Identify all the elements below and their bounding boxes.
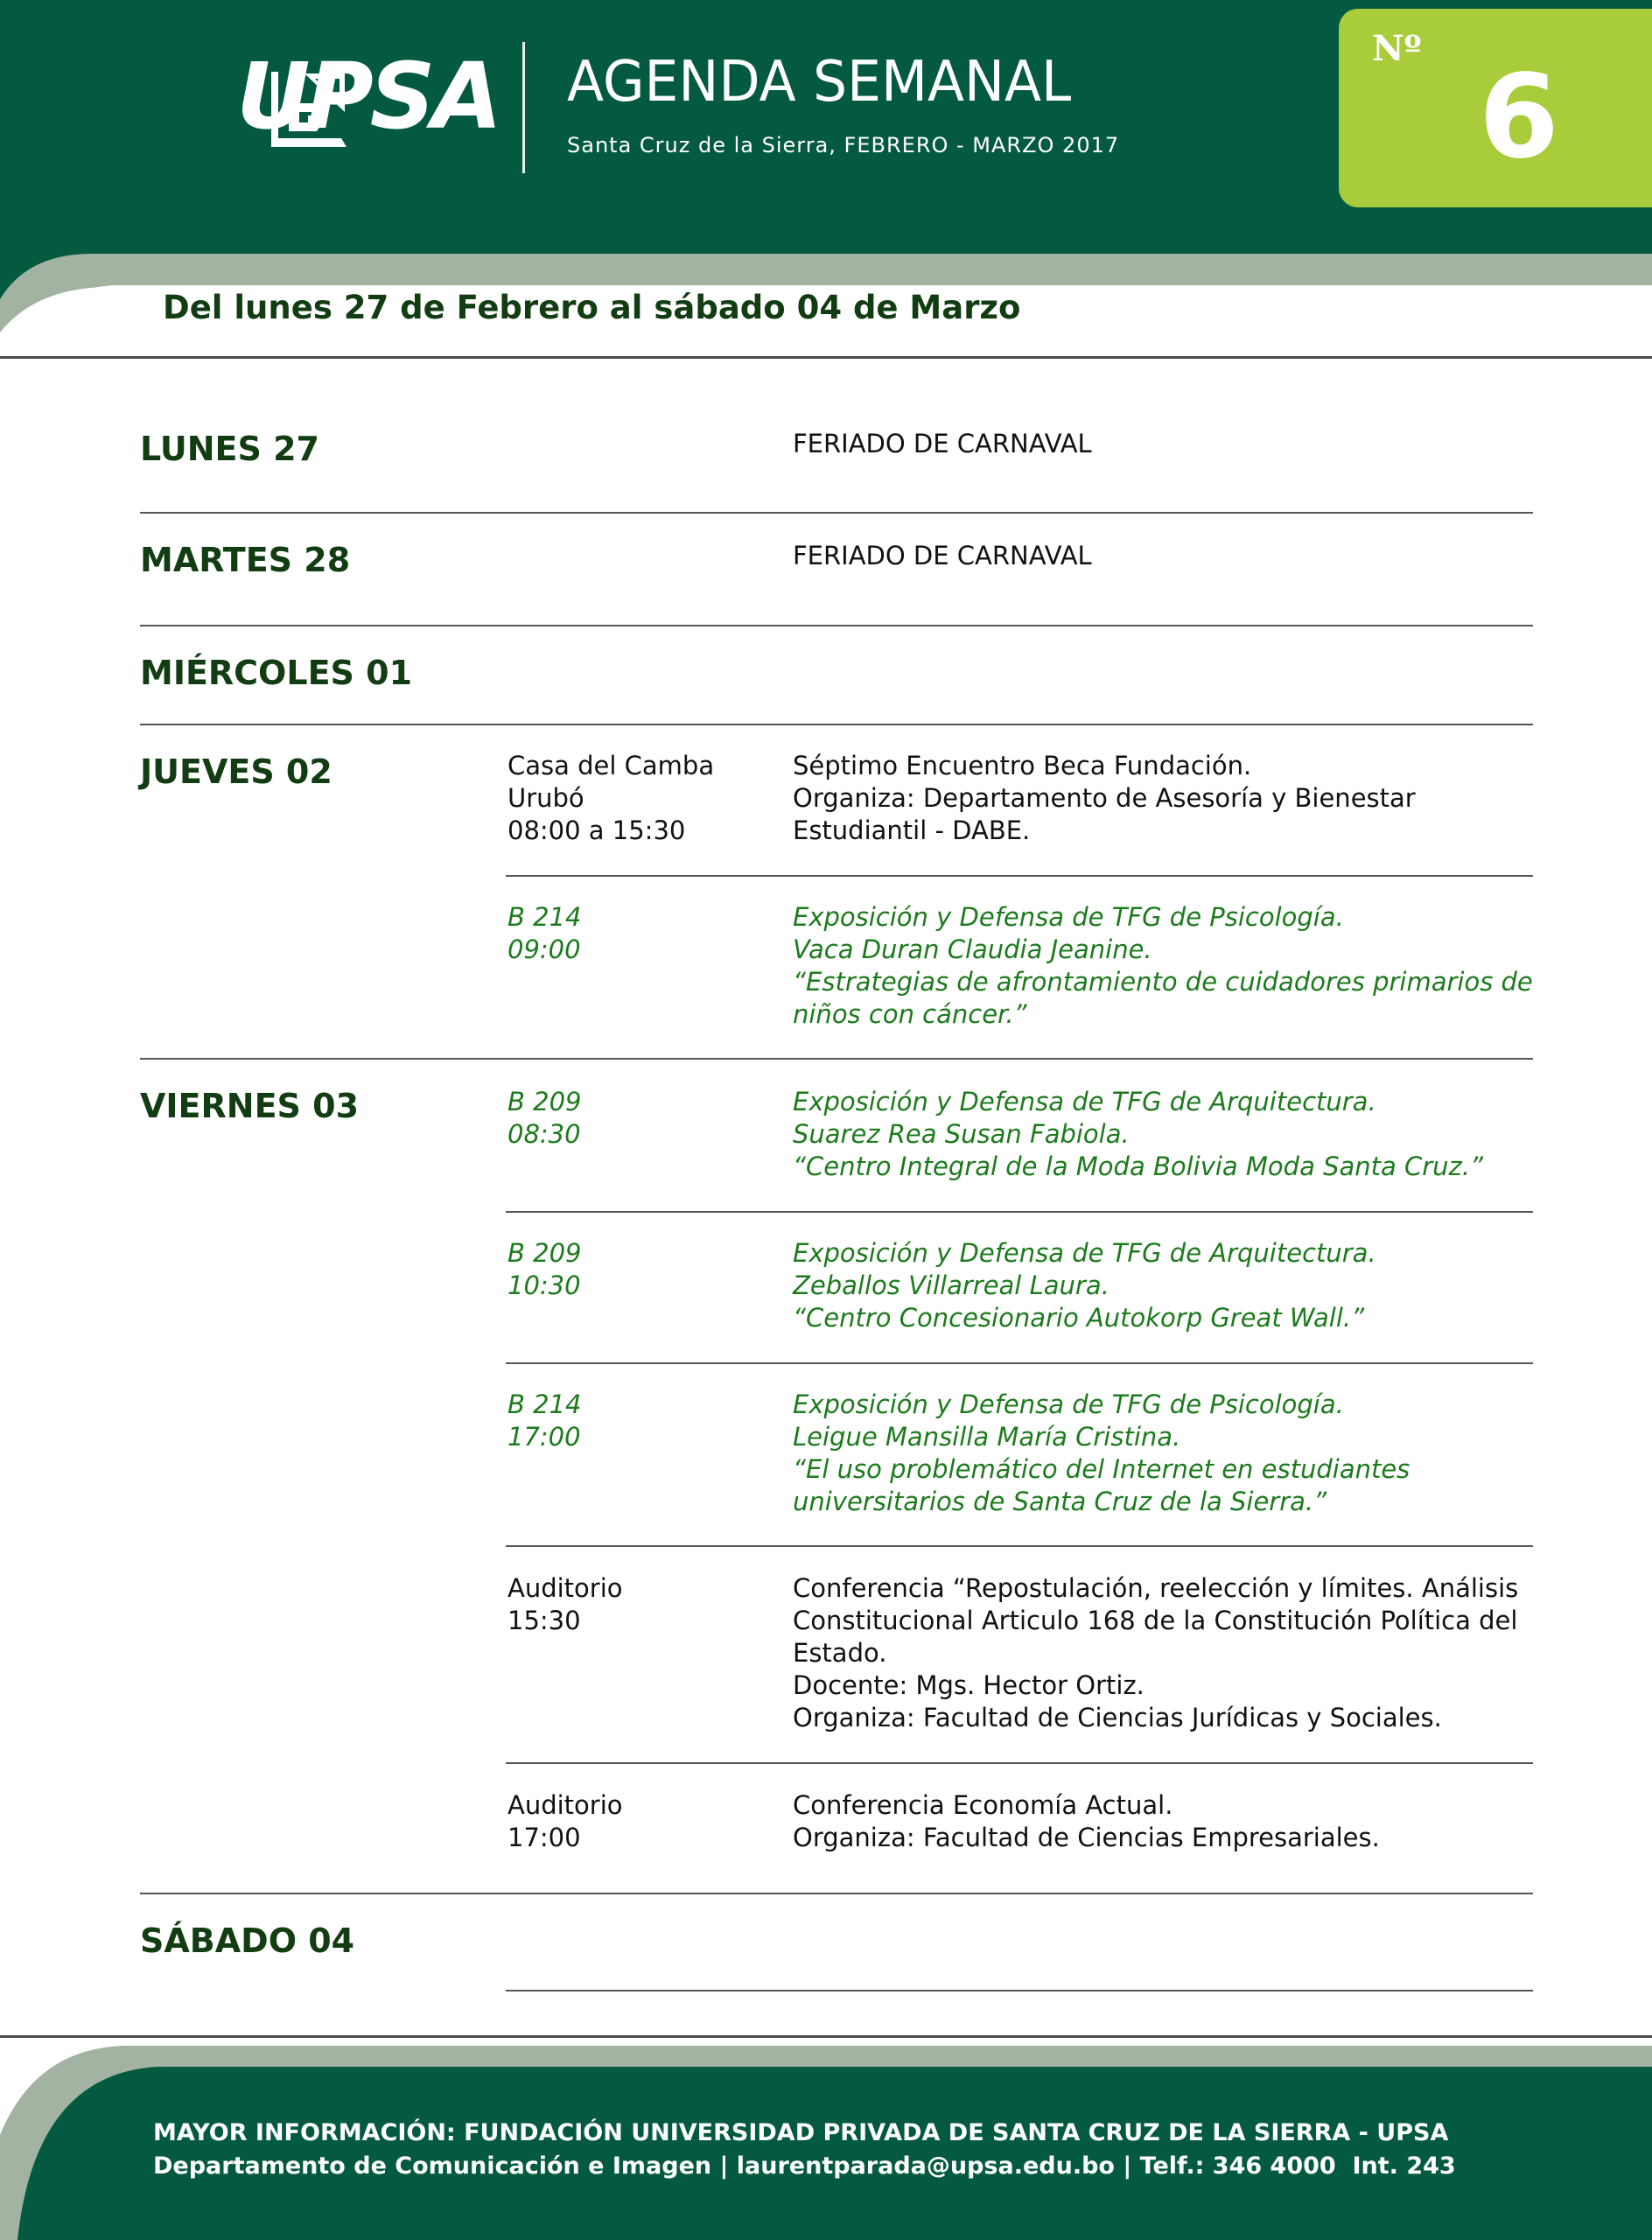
event-place bbox=[508, 750, 714, 847]
event-martes: FERIADO DE CARNAVAL bbox=[793, 541, 1092, 570]
event-desc-line: niños con cáncer.” bbox=[793, 999, 1027, 1029]
event-desc-line: Organiza: Facultad de Ciencias Jurídicas y Sociales. bbox=[793, 1703, 1442, 1732]
event-desc-line: Estado. bbox=[793, 1638, 887, 1668]
event-place-line: Urubó bbox=[508, 783, 584, 813]
event-description bbox=[793, 1086, 1483, 1183]
event-time: 15:30 bbox=[508, 1606, 581, 1635]
footer-divider bbox=[0, 2035, 1652, 2038]
event-desc-line: “Estrategias de afrontamiento de cuidadores primarios de bbox=[793, 967, 1533, 997]
event-desc-line: Constitucional Articulo 168 de la Constitución Política del bbox=[793, 1606, 1518, 1635]
footer-separator: | bbox=[1123, 2152, 1132, 2180]
event-place bbox=[508, 1789, 623, 1854]
row-divider bbox=[140, 625, 1533, 626]
event-time: 08:00 a 15:30 bbox=[508, 816, 686, 845]
event-desc-line: universitarios de Santa Cruz de la Sierra.” bbox=[793, 1487, 1327, 1516]
event-desc-line: Vaca Duran Claudia Jeanine. bbox=[793, 934, 1152, 964]
event-place bbox=[508, 901, 581, 966]
event-room: Auditorio bbox=[508, 1790, 623, 1820]
issue-badge-label: Nº bbox=[1372, 28, 1422, 69]
event-desc-line: “El uso problemático del Internet en estudiantes bbox=[793, 1454, 1410, 1484]
event-place bbox=[508, 1389, 581, 1453]
event-desc-line: Exposición y Defensa de TFG de Psicología. bbox=[793, 1390, 1344, 1419]
event-divider bbox=[506, 1990, 1533, 1992]
footer-contact-line bbox=[153, 2154, 1456, 2178]
footer-info-line: MAYOR INFORMACIÓN: FUNDACIÓN UNIVERSIDAD PRIVADA DE SANTA CRUZ DE LA SIERRA - UPSA bbox=[153, 2119, 1449, 2146]
week-range-heading: Del lunes 27 de Febrero al sábado 04 de Marzo bbox=[163, 289, 1021, 326]
event-description bbox=[793, 1237, 1376, 1334]
event-desc-line: Suarez Rea Susan Fabiola. bbox=[793, 1119, 1130, 1149]
event-time: 10:30 bbox=[508, 1270, 581, 1300]
event-desc-line: Exposición y Defensa de TFG de Psicología. bbox=[793, 902, 1344, 932]
header-divider bbox=[522, 42, 525, 173]
event-desc-line: Estudiantil - DABE. bbox=[793, 816, 1031, 845]
event-room: B 209 bbox=[508, 1087, 582, 1116]
event-place bbox=[508, 1572, 623, 1637]
event-desc-line: Conferencia Economía Actual. bbox=[793, 1790, 1173, 1820]
event-desc-line: Leigue Mansilla María Cristina. bbox=[793, 1422, 1181, 1452]
event-time: 17:00 bbox=[508, 1823, 581, 1852]
row-divider bbox=[140, 724, 1533, 725]
event-time: 08:30 bbox=[508, 1119, 581, 1149]
footer-email[interactable]: laurentparada@upsa.edu.bo bbox=[736, 2152, 1115, 2180]
event-divider bbox=[506, 875, 1533, 877]
upsa-logo-text: UPSA bbox=[236, 43, 500, 150]
day-label-lunes: LUNES 27 bbox=[140, 430, 319, 468]
event-description bbox=[793, 1789, 1380, 1854]
event-desc-line: Séptimo Encuentro Beca Fundación. bbox=[793, 751, 1252, 780]
event-desc-line: Docente: Mgs. Hector Ortiz. bbox=[793, 1670, 1144, 1700]
issue-number: 6 bbox=[1479, 50, 1559, 185]
footer-phone: Telf.: 346 4000 Int. 243 bbox=[1139, 2152, 1456, 2180]
row-divider bbox=[140, 1058, 1533, 1060]
event-desc-line: Organiza: Departamento de Asesoría y Bienestar bbox=[793, 783, 1416, 813]
event-desc-line: Conferencia “Repostulación, reelección y límites. Análisis bbox=[793, 1573, 1519, 1603]
event-room: B 214 bbox=[508, 902, 582, 932]
header-place-date: Santa Cruz de la Sierra, FEBRERO - MARZO 2017 bbox=[567, 133, 1120, 158]
row-divider bbox=[140, 1893, 1533, 1894]
event-divider bbox=[506, 1211, 1533, 1213]
day-label-martes: MARTES 28 bbox=[140, 541, 351, 579]
event-place bbox=[508, 1237, 581, 1302]
event-desc-line: Organiza: Facultad de Ciencias Empresariales. bbox=[793, 1823, 1380, 1852]
day-label-sabado: SÁBADO 04 bbox=[140, 1922, 355, 1960]
footer-department: Departamento de Comunicación e Imagen bbox=[153, 2152, 712, 2180]
event-place-line: Casa del Camba bbox=[508, 751, 715, 780]
event-description bbox=[793, 901, 1533, 1031]
event-room: Auditorio bbox=[508, 1573, 623, 1603]
event-room: B 214 bbox=[508, 1390, 582, 1419]
event-divider bbox=[506, 1545, 1533, 1547]
event-room: B 209 bbox=[508, 1238, 582, 1268]
event-description bbox=[793, 1389, 1410, 1518]
event-time: 17:00 bbox=[508, 1422, 581, 1452]
event-time: 09:00 bbox=[508, 934, 581, 964]
day-label-jueves: JUEVES 02 bbox=[140, 752, 332, 791]
event-desc-line: Exposición y Defensa de TFG de Arquitectura. bbox=[793, 1238, 1376, 1268]
event-desc-line: Zeballos Villarreal Laura. bbox=[793, 1270, 1110, 1300]
row-divider bbox=[140, 512, 1533, 514]
event-divider bbox=[506, 1762, 1533, 1764]
event-place bbox=[508, 1086, 581, 1151]
event-lunes: FERIADO DE CARNAVAL bbox=[793, 429, 1092, 458]
event-divider bbox=[506, 1362, 1533, 1364]
footer-separator: | bbox=[719, 2152, 729, 2180]
event-desc-line: Exposición y Defensa de TFG de Arquitectura. bbox=[793, 1087, 1376, 1116]
event-description bbox=[793, 750, 1416, 847]
page-title: AGENDA SEMANAL bbox=[567, 50, 1072, 115]
heading-divider bbox=[0, 356, 1652, 359]
day-label-viernes: VIERNES 03 bbox=[140, 1087, 360, 1125]
event-description bbox=[793, 1572, 1518, 1734]
event-desc-line: “Centro Concesionario Autokorp Great Wall.” bbox=[793, 1303, 1365, 1333]
day-label-miercoles: MIÉRCOLES 01 bbox=[140, 654, 413, 692]
event-desc-line: “Centro Integral de la Moda Bolivia Moda Santa Cruz.” bbox=[793, 1152, 1484, 1181]
